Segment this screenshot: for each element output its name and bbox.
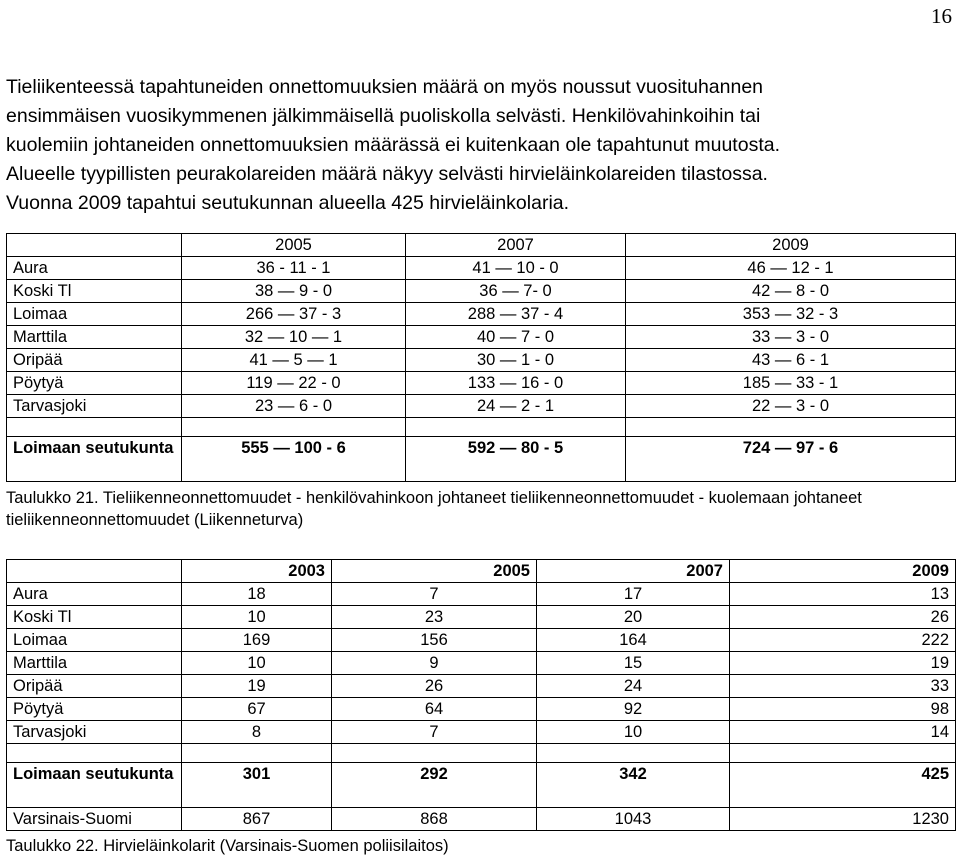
value-cell: 10 [182,606,332,629]
value-cell: 22 — 3 - 0 [626,395,956,418]
value-cell: 67 [182,698,332,721]
value-cell: 32 — 10 — 1 [182,326,406,349]
intro-paragraph [6,73,956,218]
value-cell: 18 [182,583,332,606]
value-cell: 20 [537,606,730,629]
region-label-cell: Varsinais-Suomi [7,808,182,831]
value-cell: 13 [730,583,956,606]
region-value-cell: 1230 [730,808,956,831]
table-row [7,652,956,675]
municipality-cell: Marttila [7,326,182,349]
value-cell: 24 [537,675,730,698]
value-cell: 33 [730,675,956,698]
value-cell: 7 [332,721,537,744]
value-cell: 26 [332,675,537,698]
moose-collisions-table [6,559,956,831]
header-cell [7,234,182,257]
value-cell: 64 [332,698,537,721]
intro-line: Vuonna 2009 tapahtui seutukunnan alueella 425 hirvieläinkolaria. [6,192,570,214]
table-row [7,280,956,303]
table-row [7,395,956,418]
spacer-row [7,418,956,437]
table-row [7,326,956,349]
table-caption: Taulukko 22. Hirvieläinkolarit (Varsinais-Suomen poliisilaitos) [6,837,449,855]
header-cell: 2007 [406,234,626,257]
value-cell: 222 [730,629,956,652]
table-row [7,721,956,744]
value-cell: 24 — 2 - 1 [406,395,626,418]
value-cell: 42 — 8 - 0 [626,280,956,303]
value-cell: 14 [730,721,956,744]
table-row [7,583,956,606]
header-cell: 2005 [332,560,537,583]
value-cell: 98 [730,698,956,721]
table-row [7,257,956,280]
intro-line: ensimmäisen vuosikymmenen jälkimmäisellä puoliskolla selvästi. Henkilövahinkoihin tai [6,105,761,127]
table-row [7,303,956,326]
spacer-row [7,744,956,763]
total-value-cell: 342 [537,763,730,808]
region-value-cell: 1043 [537,808,730,831]
value-cell: 26 [730,606,956,629]
header-cell: 2009 [626,234,956,257]
value-cell: 9 [332,652,537,675]
region-value-cell: 868 [332,808,537,831]
municipality-cell: Tarvasjoki [7,395,182,418]
total-value-cell: 592 — 80 - 5 [406,437,626,482]
municipality-cell: Aura [7,583,182,606]
empty-cell [537,744,730,763]
value-cell: 7 [332,583,537,606]
value-cell: 288 — 37 - 4 [406,303,626,326]
municipality-cell: Pöytyä [7,372,182,395]
value-cell: 164 [537,629,730,652]
total-value-cell: 724 — 97 - 6 [626,437,956,482]
table-row [7,606,956,629]
empty-cell [7,418,182,437]
value-cell: 8 [182,721,332,744]
header-cell [7,560,182,583]
region-row [7,808,956,831]
intro-line: Alueelle tyypillisten peurakolareiden määrä näkyy selvästi hirvieläinkolareiden tilastossa. [6,163,768,185]
value-cell: 40 — 7 - 0 [406,326,626,349]
municipality-cell: Koski Tl [7,280,182,303]
empty-cell [7,744,182,763]
value-cell: 43 — 6 - 1 [626,349,956,372]
value-cell: 353 — 32 - 3 [626,303,956,326]
value-cell: 10 [537,721,730,744]
header-cell: 2005 [182,234,406,257]
total-value-cell: 301 [182,763,332,808]
empty-cell [730,744,956,763]
municipality-cell: Aura [7,257,182,280]
municipality-cell: Marttila [7,652,182,675]
value-cell: 23 [332,606,537,629]
value-cell: 92 [537,698,730,721]
value-cell: 156 [332,629,537,652]
empty-cell [332,744,537,763]
empty-cell [182,418,406,437]
page-number: 16 [931,4,952,28]
value-cell: 133 — 16 - 0 [406,372,626,395]
value-cell: 38 — 9 - 0 [182,280,406,303]
empty-cell [626,418,956,437]
total-label-cell: Loimaan seutukunta [7,763,182,808]
municipality-cell: Loimaa [7,303,182,326]
total-label-cell: Loimaan seutukunta [7,437,182,482]
municipality-cell: Loimaa [7,629,182,652]
table-row [7,629,956,652]
municipality-cell: Oripää [7,349,182,372]
value-cell: 169 [182,629,332,652]
header-cell: 2003 [182,560,332,583]
value-cell: 19 [182,675,332,698]
intro-line: Tieliikenteessä tapahtuneiden onnettomuuksien määrä on myös noussut vuosituhannen [6,76,764,98]
value-cell: 46 — 12 - 1 [626,257,956,280]
value-cell: 33 — 3 - 0 [626,326,956,349]
accidents-table [6,233,956,482]
header-cell: 2007 [537,560,730,583]
value-cell: 19 [730,652,956,675]
empty-cell [182,744,332,763]
table-row [7,372,956,395]
value-cell: 36 — 7- 0 [406,280,626,303]
municipality-cell: Tarvasjoki [7,721,182,744]
value-cell: 185 — 33 - 1 [626,372,956,395]
table-header-row [7,234,956,257]
value-cell: 30 — 1 - 0 [406,349,626,372]
value-cell: 15 [537,652,730,675]
total-value-cell: 425 [730,763,956,808]
value-cell: 41 — 10 - 0 [406,257,626,280]
table-row [7,349,956,372]
value-cell: 10 [182,652,332,675]
municipality-cell: Oripää [7,675,182,698]
header-cell: 2009 [730,560,956,583]
table-header-row [7,560,956,583]
value-cell: 119 — 22 - 0 [182,372,406,395]
value-cell: 23 — 6 - 0 [182,395,406,418]
total-row [7,763,956,808]
total-value-cell: 292 [332,763,537,808]
table-caption: Taulukko 21. Tieliikenneonnettomuudet - henkilövahinkoon johtaneet tieliikenneonnettomuudet - kuolemaan johtaneet tieliikenneonnettomuudet (Liikenneturva) [6,489,862,529]
value-cell: 17 [537,583,730,606]
intro-line: kuolemiin johtaneiden onnettomuuksien määrässä ei kuitenkaan ole tapahtunut muutosta. [6,134,781,156]
empty-cell [406,418,626,437]
municipality-cell: Koski Tl [7,606,182,629]
total-value-cell: 555 — 100 - 6 [182,437,406,482]
table-row [7,675,956,698]
value-cell: 36 - 11 - 1 [182,257,406,280]
value-cell: 41 — 5 — 1 [182,349,406,372]
value-cell: 266 — 37 - 3 [182,303,406,326]
total-row [7,437,956,482]
municipality-cell: Pöytyä [7,698,182,721]
region-value-cell: 867 [182,808,332,831]
table-row [7,698,956,721]
